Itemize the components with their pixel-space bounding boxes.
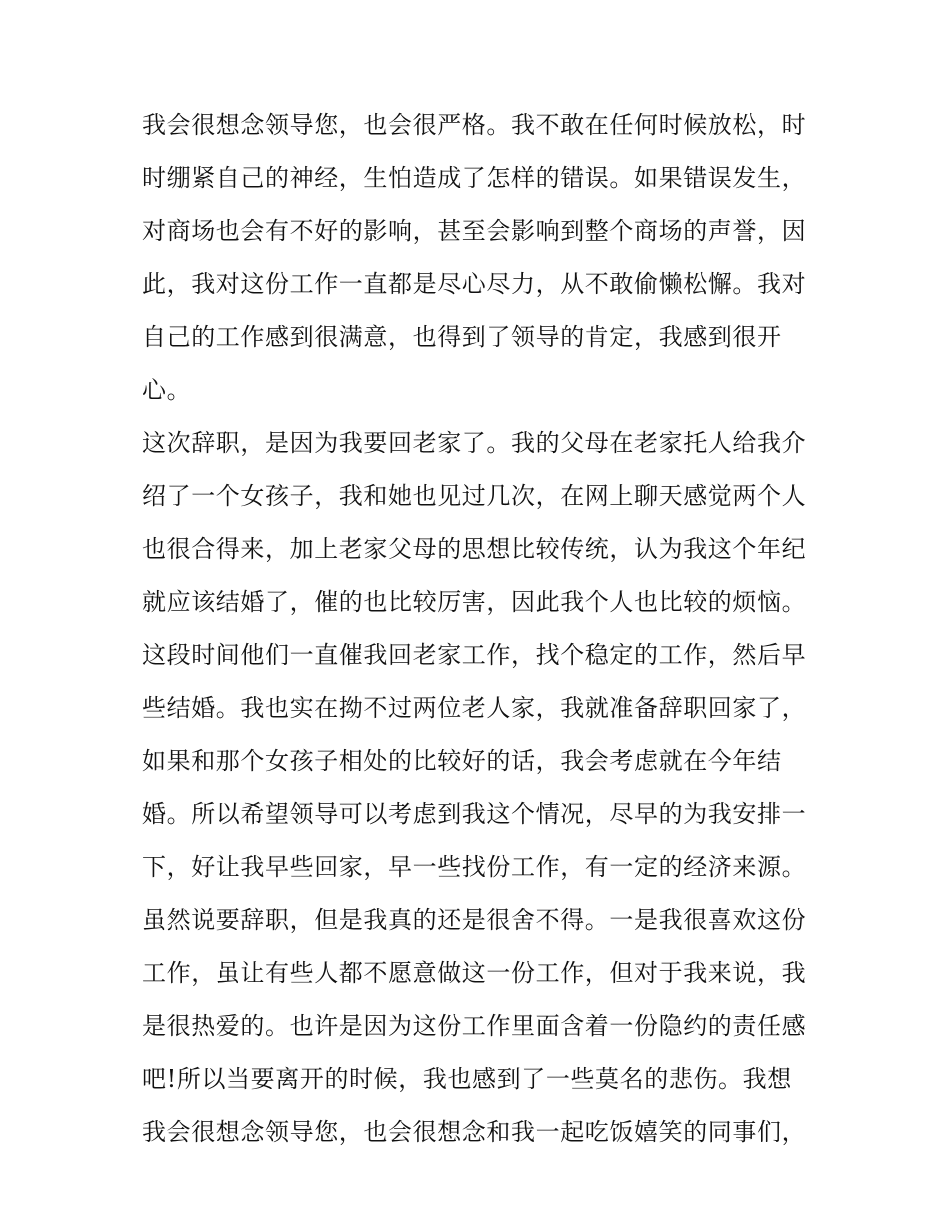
text-line: 如果和那个女孩子相处的比较好的话，我会考虑就在今年结 bbox=[142, 747, 782, 775]
text-line: 此，我对这份工作一直都是尽心尽力，从不敢偷懒松懈。我对 bbox=[142, 270, 807, 298]
text-line: 是很热爱的。也许是因为这份工作里面含着一份隐约的责任感 bbox=[142, 1012, 807, 1040]
text-line: 些结婚。我也实在拗不过两位老人家，我就准备辞职回家了， bbox=[142, 694, 807, 722]
text-line: 下，好让我早些回家，早一些找份工作，有一定的经济来源。 bbox=[142, 853, 807, 881]
text-line: 心。 bbox=[142, 376, 192, 404]
text-line: 对商场也会有不好的影响，甚至会影响到整个商场的声誉，因 bbox=[142, 217, 807, 245]
text-line: 时绷紧自己的神经，生怕造成了怎样的错误。如果错误发生， bbox=[142, 164, 807, 192]
text-line: 我会很想念领导您，也会很严格。我不敢在任何时候放松，时 bbox=[142, 111, 807, 139]
text-line: 工作，虽让有些人都不愿意做这一份工作，但对于我来说，我 bbox=[142, 959, 807, 987]
text-line: 我会很想念领导您，也会很想念和我一起吃饭嬉笑的同事们， bbox=[142, 1118, 807, 1146]
text-line: 这次辞职，是因为我要回老家了。我的父母在老家托人给我介 bbox=[142, 429, 807, 457]
text-line: 也很合得来，加上老家父母的思想比较传统，认为我这个年纪 bbox=[142, 535, 807, 563]
text-line: 这段时间他们一直催我回老家工作，找个稳定的工作，然后早 bbox=[142, 641, 807, 669]
text-line: 就应该结婚了，催的也比较厉害，因此我个人也比较的烦恼。 bbox=[142, 588, 807, 616]
document-body bbox=[142, 110, 822, 1170]
text-line: 虽然说要辞职，但是我真的还是很舍不得。一是我很喜欢这份 bbox=[142, 906, 807, 934]
text-line: 绍了一个女孩子，我和她也见过几次，在网上聊天感觉两个人 bbox=[142, 482, 807, 510]
text-line: 吧!所以当要离开的时候，我也感到了一些莫名的悲伤。我想 bbox=[142, 1065, 792, 1093]
text-line: 婚。所以希望领导可以考虑到我这个情况，尽早的为我安排一 bbox=[142, 800, 807, 828]
text-line: 自己的工作感到很满意，也得到了领导的肯定，我感到很开 bbox=[142, 323, 782, 351]
